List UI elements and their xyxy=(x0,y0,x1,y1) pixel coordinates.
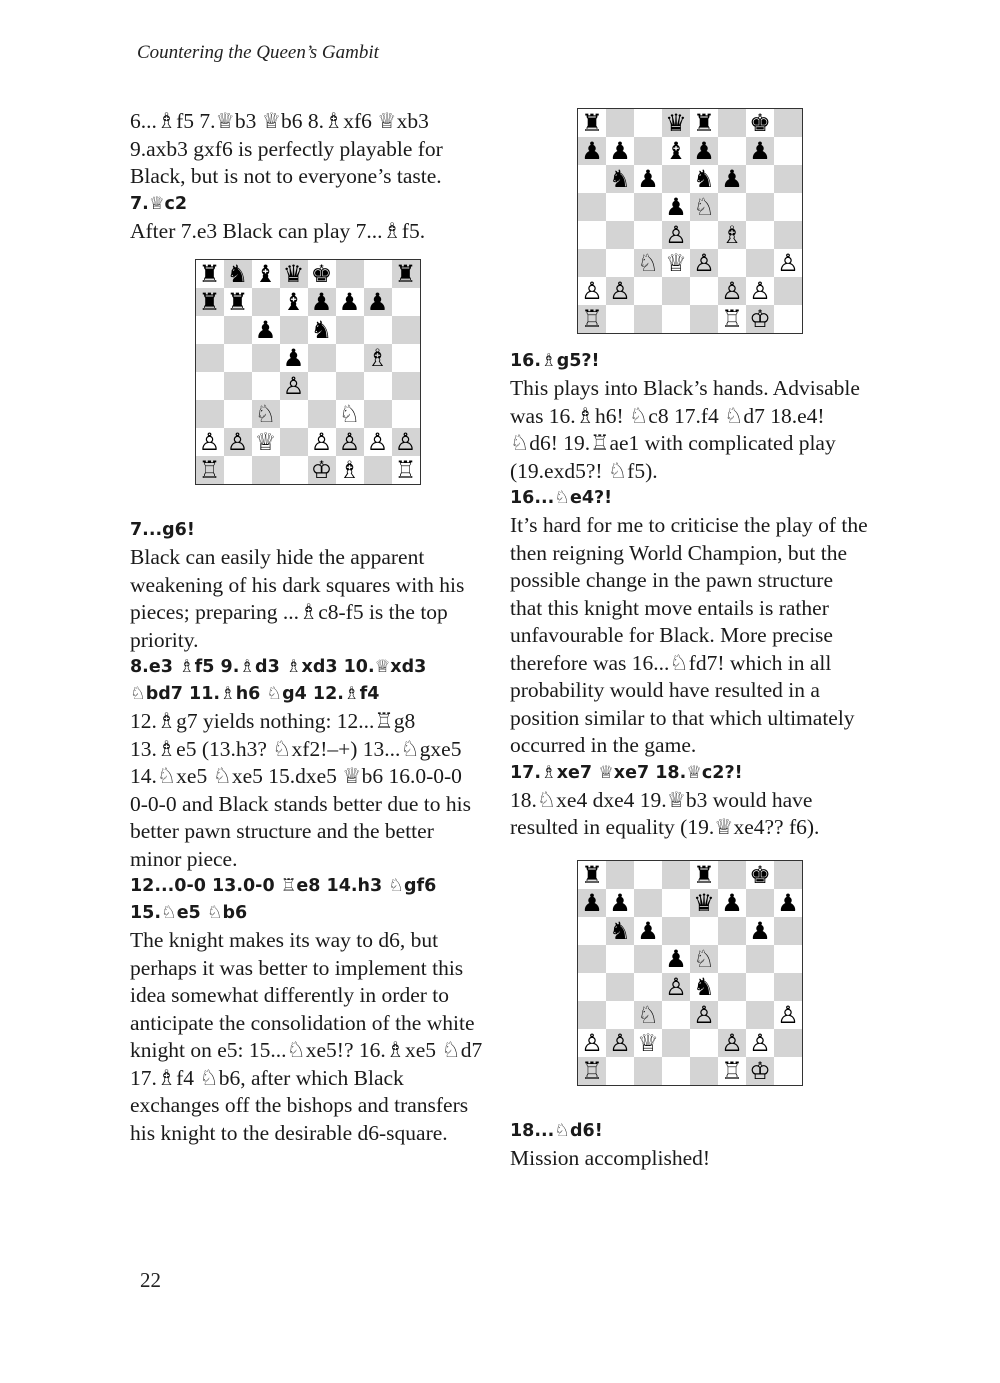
chess-piece: ♞ xyxy=(606,165,634,193)
board-square xyxy=(662,861,690,889)
board-square xyxy=(280,400,308,428)
board-square xyxy=(606,973,634,1001)
commentary-paragraph: 6...♗f5 7.♕b3 ♕b6 8.♗xf6 ♕xb3 9.axb3 gxf6 is perfectly playable for Black, but is not to everyone’s taste. xyxy=(130,109,443,188)
board-square xyxy=(606,221,634,249)
board-square xyxy=(196,372,224,400)
board-square xyxy=(662,305,690,333)
board-square xyxy=(336,316,364,344)
board-square xyxy=(196,344,224,372)
board-square xyxy=(774,917,802,945)
chess-piece: ♜ xyxy=(578,109,606,137)
chess-piece: ♖ xyxy=(392,456,420,484)
board-square xyxy=(774,861,802,889)
board-square xyxy=(392,344,420,372)
chess-board xyxy=(577,108,803,334)
running-header: Countering the Queen’s Gambit xyxy=(137,42,379,63)
board-square xyxy=(308,400,336,428)
board-square xyxy=(392,400,420,428)
board-square xyxy=(364,400,392,428)
board-square xyxy=(392,288,420,316)
board-square xyxy=(606,1001,634,1029)
chess-piece: ♘ xyxy=(634,1001,662,1029)
chess-piece: ♙ xyxy=(578,1029,606,1057)
board-square xyxy=(662,917,690,945)
board-square xyxy=(196,400,224,428)
board-square xyxy=(224,400,252,428)
chess-piece: ♙ xyxy=(774,1001,802,1029)
chess-piece: ♖ xyxy=(196,456,224,484)
chess-piece: ♞ xyxy=(690,165,718,193)
board-square xyxy=(774,305,802,333)
chess-piece: ♟ xyxy=(662,945,690,973)
chess-piece: ♗ xyxy=(336,456,364,484)
board-square xyxy=(336,344,364,372)
chess-piece: ♟ xyxy=(690,137,718,165)
board-square xyxy=(690,277,718,305)
board-square xyxy=(690,1029,718,1057)
chess-piece: ♖ xyxy=(718,305,746,333)
chess-piece: ♙ xyxy=(308,428,336,456)
board-square xyxy=(606,249,634,277)
chess-piece: ♜ xyxy=(392,260,420,288)
board-square xyxy=(662,889,690,917)
board-square xyxy=(252,456,280,484)
board-square xyxy=(606,861,634,889)
board-square xyxy=(718,917,746,945)
move-heading: 8.e3 ♗f5 9.♗d3 ♗xd3 10.♕xd3 ♘bd7 11.♗h6 ♘g4 12.♗f4 xyxy=(130,657,427,704)
chess-piece: ♙ xyxy=(364,428,392,456)
chess-piece: ♟ xyxy=(774,889,802,917)
chess-piece: ♕ xyxy=(662,249,690,277)
chess-piece: ♞ xyxy=(308,316,336,344)
chess-piece: ♜ xyxy=(196,288,224,316)
chess-piece: ♛ xyxy=(690,889,718,917)
board-square xyxy=(308,344,336,372)
chess-piece: ♘ xyxy=(690,193,718,221)
board-square xyxy=(774,165,802,193)
board-square xyxy=(718,249,746,277)
chess-piece: ♟ xyxy=(746,917,774,945)
board-square xyxy=(774,1057,802,1085)
commentary-paragraph: 18.♘xe4 dxe4 19.♕b3 would have resulted in equality (19.♕xe4?? f6). xyxy=(510,787,820,839)
chess-piece: ♙ xyxy=(746,1029,774,1057)
chess-piece: ♙ xyxy=(578,277,606,305)
board-square xyxy=(224,316,252,344)
chess-piece: ♟ xyxy=(606,889,634,917)
board-square xyxy=(774,109,802,137)
board-square xyxy=(224,344,252,372)
board-square xyxy=(746,889,774,917)
board-square xyxy=(364,456,392,484)
board-square xyxy=(690,1057,718,1085)
board-square xyxy=(746,973,774,1001)
board-square xyxy=(196,316,224,344)
board-square xyxy=(662,277,690,305)
board-square xyxy=(578,165,606,193)
chess-piece: ♞ xyxy=(690,973,718,1001)
chess-piece: ♛ xyxy=(662,109,690,137)
board-square xyxy=(578,973,606,1001)
board-square xyxy=(718,945,746,973)
chess-piece: ♚ xyxy=(746,861,774,889)
left-column xyxy=(130,108,485,1147)
chess-piece: ♚ xyxy=(746,109,774,137)
chess-piece: ♟ xyxy=(308,288,336,316)
board-square xyxy=(774,277,802,305)
chess-piece: ♟ xyxy=(718,889,746,917)
commentary-paragraph: 12.♗g7 yields nothing: 12...♖g8 13.♗e5 (13.h3? ♘xf2!–+) 13...♘gxe5 14.♘xe5 ♘xe5 15.dxe5 ♕b6 16.0-0-0 0-0-0 and Black stands better due to his better pawn structure and the better minor piece. xyxy=(130,709,471,871)
board-square xyxy=(746,1001,774,1029)
chess-piece: ♟ xyxy=(252,316,280,344)
board-square xyxy=(578,1001,606,1029)
chess-piece: ♜ xyxy=(690,109,718,137)
board-square xyxy=(252,288,280,316)
board-square xyxy=(718,109,746,137)
board-square xyxy=(606,109,634,137)
chess-diagram-2 xyxy=(510,108,870,334)
board-square xyxy=(718,193,746,221)
chess-piece: ♙ xyxy=(280,372,308,400)
board-square xyxy=(336,260,364,288)
board-square xyxy=(308,372,336,400)
move-heading: 18...♘d6! xyxy=(510,1120,603,1141)
chess-piece: ♝ xyxy=(252,260,280,288)
board-square xyxy=(746,221,774,249)
chess-piece: ♙ xyxy=(774,249,802,277)
board-square xyxy=(634,193,662,221)
chess-piece: ♙ xyxy=(690,249,718,277)
board-square xyxy=(252,344,280,372)
commentary-paragraph: Black can easily hide the apparent weakening of his dark squares with his pieces; preparing ...♗c8-f5 is the top priority. xyxy=(130,545,465,652)
move-heading: 7.♕c2 xyxy=(130,193,188,214)
board-square xyxy=(746,249,774,277)
page-number: 22 xyxy=(140,1268,161,1292)
move-heading: 16.♗g5?! xyxy=(510,351,600,371)
chess-piece: ♙ xyxy=(690,1001,718,1029)
move-heading: 16...♘e4?! xyxy=(510,488,613,508)
board-square xyxy=(392,372,420,400)
board-square xyxy=(364,316,392,344)
chess-piece: ♛ xyxy=(280,260,308,288)
chess-piece: ♙ xyxy=(224,428,252,456)
board-square xyxy=(634,277,662,305)
chess-piece: ♟ xyxy=(634,917,662,945)
chess-piece: ♙ xyxy=(718,1029,746,1057)
board-square xyxy=(634,889,662,917)
move-heading: 7...g6! xyxy=(130,520,195,540)
chess-piece: ♟ xyxy=(364,288,392,316)
chess-piece: ♙ xyxy=(746,277,774,305)
chess-piece: ♜ xyxy=(224,288,252,316)
chess-piece: ♕ xyxy=(252,428,280,456)
board-square xyxy=(634,221,662,249)
chess-piece: ♙ xyxy=(392,428,420,456)
chess-piece: ♙ xyxy=(606,1029,634,1057)
board-square xyxy=(224,372,252,400)
board-square xyxy=(606,1057,634,1085)
chess-piece: ♜ xyxy=(578,861,606,889)
chess-piece: ♞ xyxy=(606,917,634,945)
board-square xyxy=(606,945,634,973)
chess-diagram-3 xyxy=(510,860,870,1086)
board-square xyxy=(280,456,308,484)
board-square xyxy=(392,316,420,344)
chess-piece: ♙ xyxy=(196,428,224,456)
chess-piece: ♟ xyxy=(578,137,606,165)
commentary-paragraph: This plays into Black’s hands. Advisable was 16.♗h6! ♘c8 17.f4 ♘d7 18.e4! ♘d6! 19.♖ae1 with complicated play (19.exd5?! ♘f5). xyxy=(510,376,860,483)
board-square xyxy=(634,137,662,165)
board-square xyxy=(690,305,718,333)
board-square xyxy=(634,945,662,973)
board-square xyxy=(578,945,606,973)
chess-piece: ♞ xyxy=(224,260,252,288)
chess-piece: ♟ xyxy=(336,288,364,316)
board-square xyxy=(606,193,634,221)
board-square xyxy=(746,165,774,193)
commentary-paragraph: After 7.e3 Black can play 7...♗f5. xyxy=(130,218,426,243)
board-square xyxy=(578,917,606,945)
board-square xyxy=(718,1001,746,1029)
board-square xyxy=(774,221,802,249)
chess-piece: ♔ xyxy=(746,1057,774,1085)
board-square xyxy=(774,193,802,221)
board-square xyxy=(718,973,746,1001)
board-square xyxy=(746,193,774,221)
chess-board xyxy=(577,860,803,1086)
chess-piece: ♟ xyxy=(662,193,690,221)
chess-piece: ♙ xyxy=(336,428,364,456)
chess-piece: ♟ xyxy=(634,165,662,193)
commentary-paragraph: Mission accomplished! xyxy=(510,1145,711,1170)
chess-piece: ♖ xyxy=(578,1057,606,1085)
chess-piece: ♘ xyxy=(634,249,662,277)
board-square xyxy=(774,1029,802,1057)
board-square xyxy=(718,861,746,889)
board-square xyxy=(634,973,662,1001)
commentary-paragraph: It’s hard for me to criticise the play of the then reigning World Champion, but the possible change in the pawn structure that this knight move entails is rather unfavourable for Black. More precise therefore was 16...♘fd7! which in all probability would have resulted in a position similar to that which ultimately occurred in the game. xyxy=(510,513,868,757)
chess-piece: ♖ xyxy=(578,305,606,333)
board-square xyxy=(364,260,392,288)
board-square xyxy=(746,945,774,973)
chess-piece: ♝ xyxy=(662,137,690,165)
board-square xyxy=(718,137,746,165)
chess-piece: ♙ xyxy=(606,277,634,305)
chess-piece: ♘ xyxy=(252,400,280,428)
chess-piece: ♗ xyxy=(364,344,392,372)
chess-piece: ♟ xyxy=(746,137,774,165)
board-square xyxy=(634,861,662,889)
commentary-paragraph: The knight makes its way to d6, but perhaps it was better to implement this idea somewhat differently in order to anticipate the consolidation of the white knight on e5: 15...♘xe5!? 16.♗xe5 ♘d7 17.♗f4 ♘b6, after which Black exchanges off the bishops and transfers his knight to the desirable d6-square. xyxy=(130,928,483,1145)
chess-piece: ♜ xyxy=(196,260,224,288)
chess-piece: ♘ xyxy=(336,400,364,428)
board-square xyxy=(774,137,802,165)
chess-piece: ♙ xyxy=(662,973,690,1001)
chess-piece: ♜ xyxy=(690,861,718,889)
right-column xyxy=(510,108,870,1172)
chess-piece: ♚ xyxy=(308,260,336,288)
board-square xyxy=(690,221,718,249)
move-heading: 17.♗xe7 ♕xe7 18.♕c2?! xyxy=(510,762,743,783)
board-square xyxy=(662,1057,690,1085)
board-square xyxy=(224,456,252,484)
chess-piece: ♙ xyxy=(662,221,690,249)
board-square xyxy=(606,305,634,333)
chess-piece: ♖ xyxy=(718,1057,746,1085)
board-square xyxy=(634,305,662,333)
chess-board xyxy=(195,259,421,485)
board-square xyxy=(280,316,308,344)
chess-piece: ♟ xyxy=(606,137,634,165)
board-square xyxy=(336,372,364,400)
chess-piece: ♗ xyxy=(718,221,746,249)
chess-piece: ♝ xyxy=(280,288,308,316)
board-square xyxy=(578,249,606,277)
board-square xyxy=(690,917,718,945)
board-square xyxy=(634,109,662,137)
board-square xyxy=(578,193,606,221)
chess-piece: ♟ xyxy=(578,889,606,917)
move-heading: 12...0-0 13.0-0 ♖e8 14.h3 ♘gf6 15.♘e5 ♘b6 xyxy=(130,876,437,923)
board-square xyxy=(774,973,802,1001)
chess-piece: ♕ xyxy=(634,1029,662,1057)
board-square xyxy=(774,945,802,973)
board-square xyxy=(280,428,308,456)
chess-piece: ♘ xyxy=(690,945,718,973)
chess-piece: ♙ xyxy=(718,277,746,305)
board-square xyxy=(662,1029,690,1057)
board-square xyxy=(364,372,392,400)
chess-piece: ♔ xyxy=(308,456,336,484)
chess-piece: ♟ xyxy=(280,344,308,372)
board-square xyxy=(252,372,280,400)
board-square xyxy=(634,1057,662,1085)
board-square xyxy=(662,1001,690,1029)
chess-piece: ♔ xyxy=(746,305,774,333)
chess-diagram-1 xyxy=(130,259,485,485)
board-square xyxy=(662,165,690,193)
chess-piece: ♟ xyxy=(718,165,746,193)
board-square xyxy=(578,221,606,249)
